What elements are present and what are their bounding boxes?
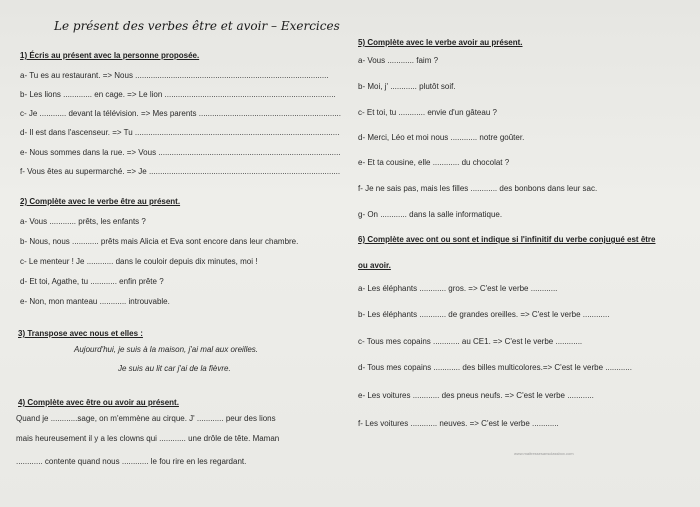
exercise-line: a- Les éléphants ............ gros. => C'est le verbe ............: [358, 284, 558, 293]
exercise-line: f- Vous êtes au supermarché. => Je ......................................................................................: [20, 167, 341, 176]
exercise-heading: ou avoir.: [358, 261, 391, 270]
exercise-line: e- Et ta cousine, elle ............ du chocolat ?: [358, 158, 510, 167]
exercise-line: Aujourd'hui, je suis à la maison, j'ai mal aux oreilles.: [74, 345, 259, 354]
exercise-line: f- Je ne sais pas, mais les filles ............ des bonbons dans leur sac.: [358, 184, 598, 193]
exercise-line: c- Je ............ devant la télévision. => Mes parents ................................................................: [20, 109, 341, 118]
page-title: Le présent des verbes être et avoir – Exercices: [54, 19, 340, 33]
exercise-line: g- On ............ dans la salle informatique.: [358, 210, 503, 219]
exercise-line: d- Merci, Léo et moi nous ............ notre goûter.: [358, 133, 525, 142]
exercise-line: b- Nous, nous ............ prêts mais Alicia et Eva sont encore dans leur chambre.: [20, 237, 299, 246]
exercise-line: c- Tous mes copains ............ au CE1. => C'est le verbe ............: [358, 337, 583, 346]
exercise-heading: 5) Complète avec le verbe avoir au présent.: [358, 38, 523, 47]
exercise-heading: 2) Complète avec le verbe être au présent.: [20, 197, 181, 206]
exercise-line: e- Les voitures ............ des pneus neufs. => C'est le verbe ............: [358, 391, 594, 400]
watermark: www.maitressesansclassbox.com: [514, 451, 574, 456]
exercise-line: e- Nous sommes dans la rue. => Vous ..................................................................................: [20, 148, 341, 157]
exercise-line: c- Et toi, tu ............ envie d'un gâteau ?: [358, 108, 497, 117]
exercise-line: f- Les voitures ............ neuves. => C'est le verbe ............: [358, 419, 559, 428]
exercise-line: b- Les lions ............. en cage. => Le lion .............................................................................: [20, 90, 336, 99]
exercise-line: b- Moi, j' ............ plutôt soif.: [358, 82, 456, 91]
exercise-line: ............ contente quand nous ............ le fou rire en les regardant.: [16, 457, 247, 466]
exercise-heading: 4) Complète avec être ou avoir au présent.: [18, 398, 179, 407]
exercise-line: d- Tous mes copains ............ des billes multicolores.=> C'est le verbe ............: [358, 363, 632, 372]
exercise-line: b- Les éléphants ............ de grandes oreilles. => C'est le verbe ............: [358, 310, 610, 319]
exercise-line: Je suis au lit car j'ai de la fièvre.: [118, 364, 231, 373]
exercise-heading: 3) Transpose avec nous et elles :: [18, 329, 143, 338]
exercise-line: a- Vous ............ prêts, les enfants ?: [20, 217, 146, 226]
exercise-line: c- Le menteur ! Je ............ dans le couloir depuis dix minutes, moi !: [20, 257, 258, 266]
exercise-heading: 6) Complète avec ont ou sont et indique si l'infinitif du verbe conjugué est être: [358, 235, 656, 244]
exercise-line: Quand je ............sage, on m'emmène au cirque. J' ............ peur des lions: [16, 414, 276, 423]
exercise-line: mais heureusement il y a les clowns qui ............ une drôle de tête. Maman: [16, 434, 280, 443]
exercise-line: d- Et toi, Agathe, tu ............ enfin prête ?: [20, 277, 164, 286]
exercise-heading: 1) Écris au présent avec la personne proposée.: [20, 51, 200, 60]
exercise-line: e- Non, mon manteau ............ introuvable.: [20, 297, 170, 306]
exercise-line: d- Il est dans l'ascenseur. => Tu ............................................................................................: [20, 128, 340, 137]
exercise-line: a- Tu es au restaurant. => Nous .......................................................................................: [20, 71, 329, 80]
exercise-line: a- Vous ............ faim ?: [358, 56, 439, 65]
